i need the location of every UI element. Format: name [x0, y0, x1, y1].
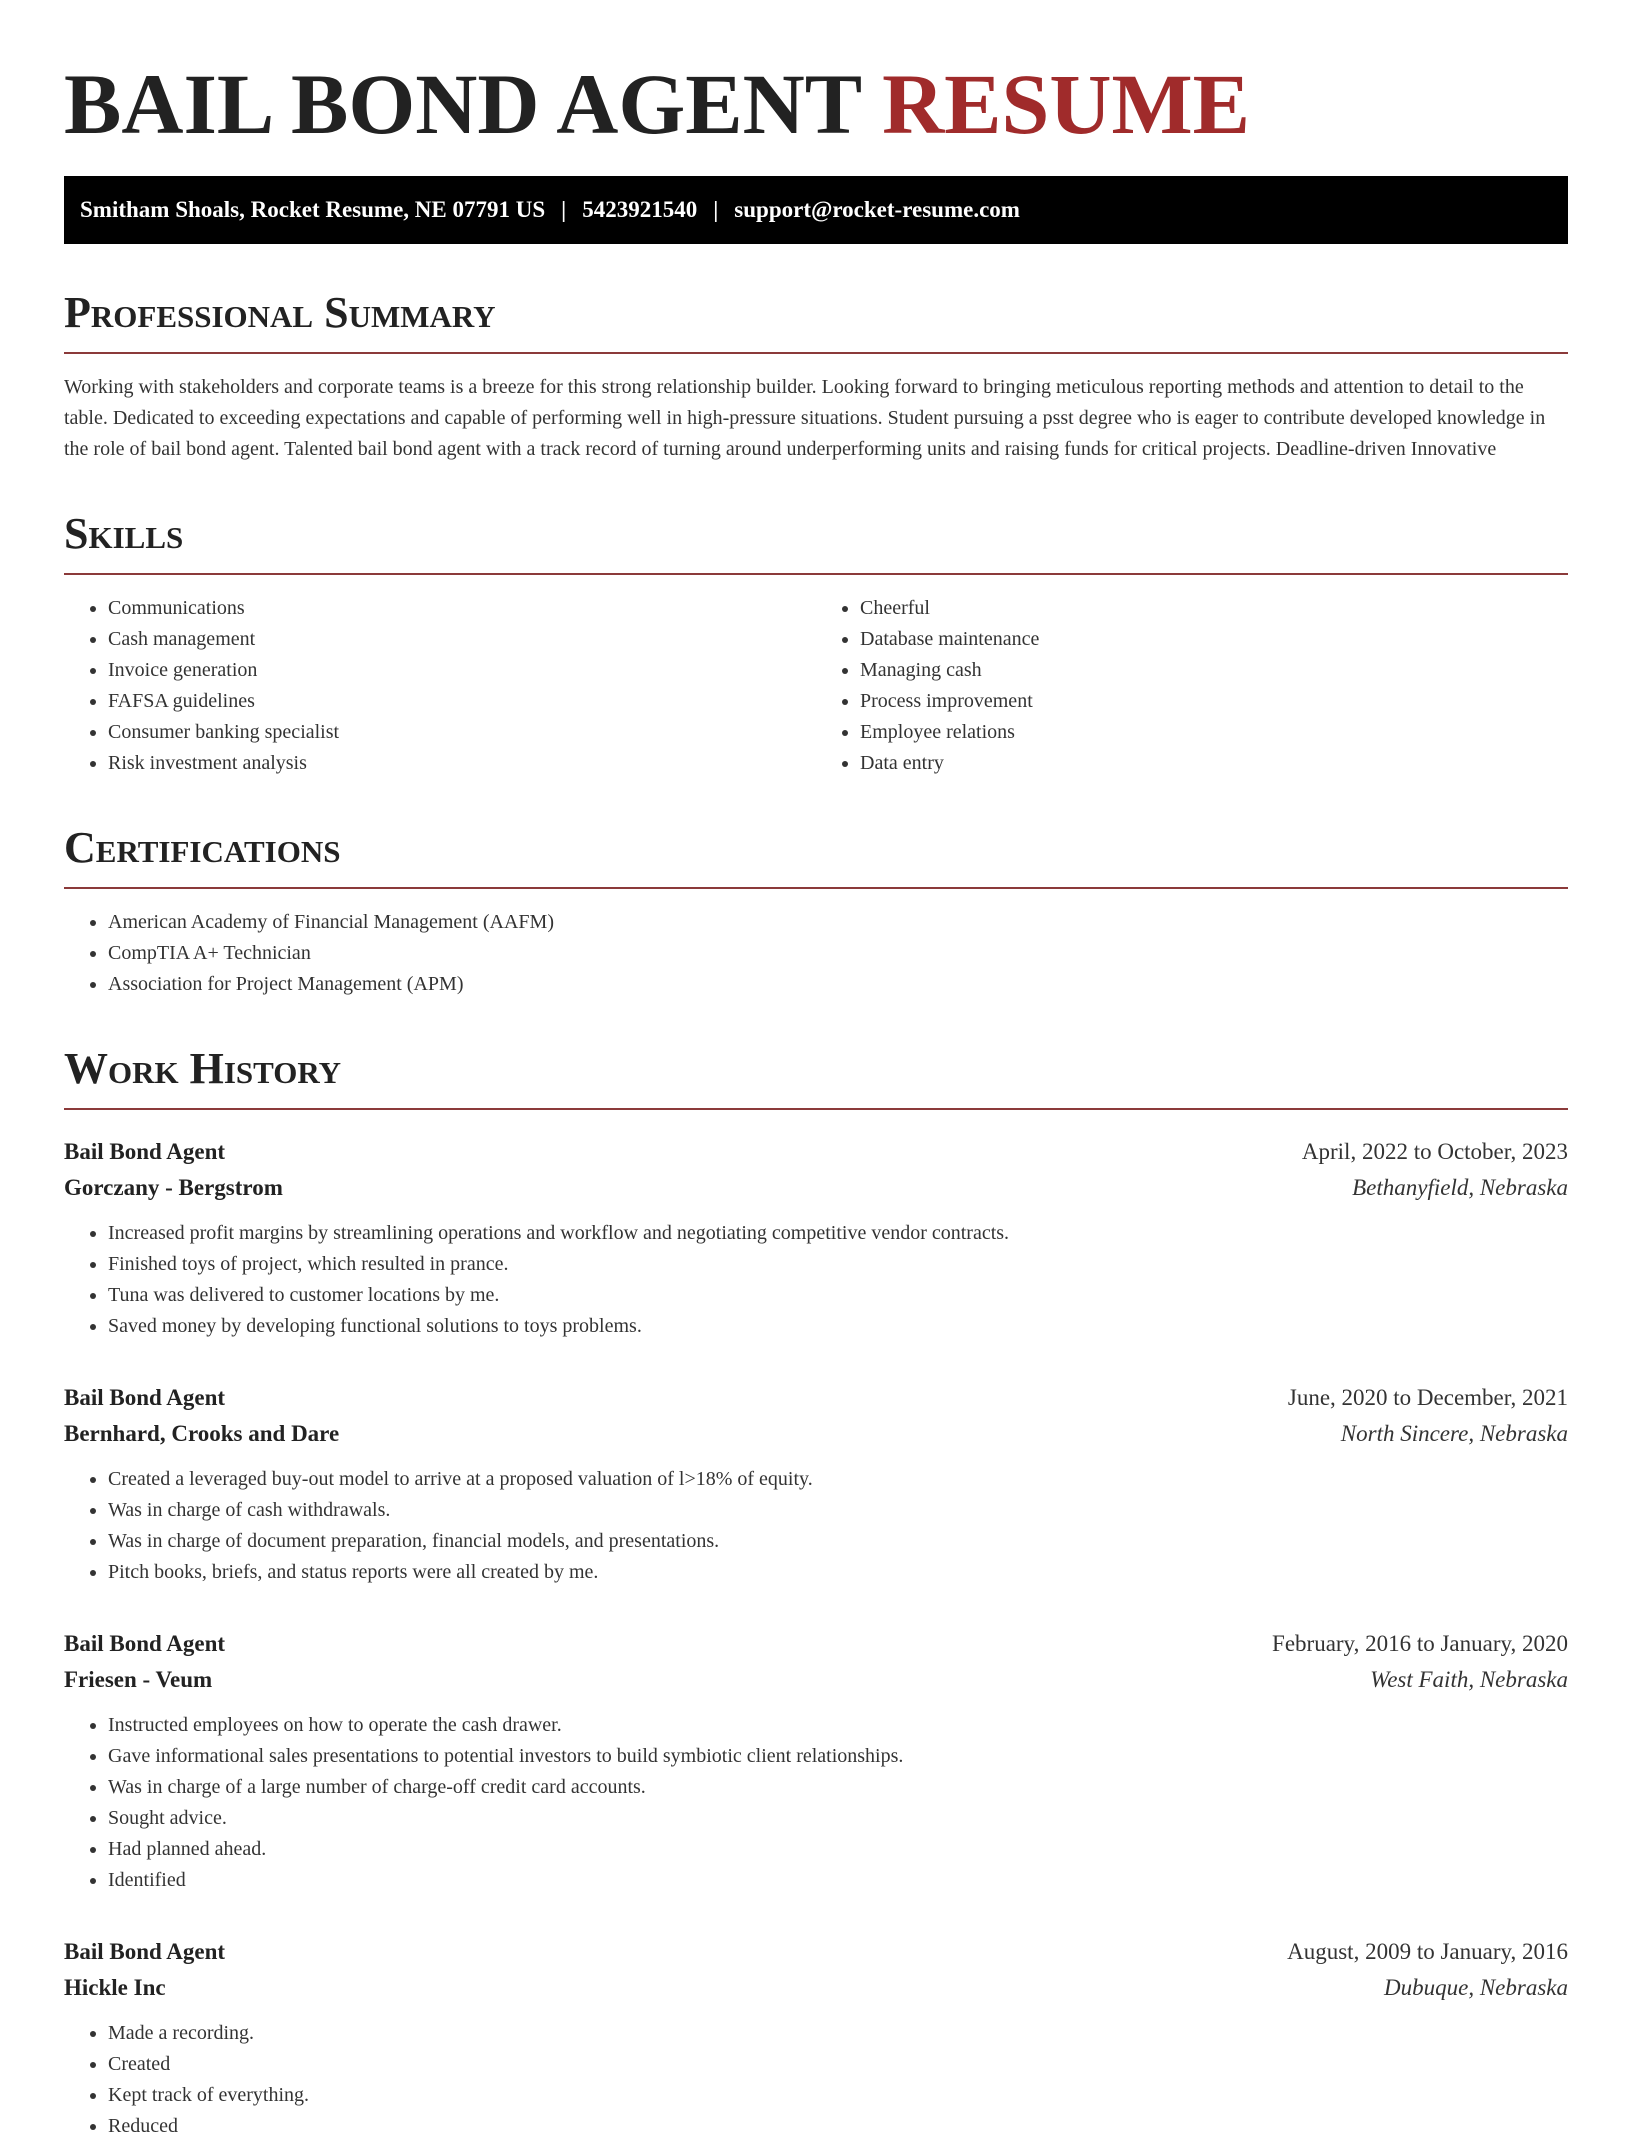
job-location: Bethanyfield, Nebraska — [1352, 1175, 1568, 1200]
skills-list-left — [64, 593, 816, 779]
job-bullets — [64, 1464, 1568, 1588]
job-bullets — [64, 1218, 1568, 1342]
job-bullet: • Was in charge of cash withdrawals. — [108, 1495, 1568, 1526]
job-bullet: • Created — [108, 2049, 1568, 2080]
job-location: Dubuque, Nebraska — [1384, 1975, 1568, 2000]
job-bullet: • Gave informational sales presentations to potential investors to build symbiotic client relationships. — [108, 1741, 1568, 1772]
job-dates: April, 2022 to October, 2023 — [1301, 1139, 1568, 1164]
contact-address: Smitham Shoals, Rocket Resume, NE 07791 US — [80, 197, 546, 222]
summary-section — [64, 288, 1568, 465]
skills-section — [64, 509, 1568, 779]
job-company: Hickle Inc — [64, 1975, 166, 2000]
job-entry — [64, 1134, 1568, 1342]
job-company-row — [64, 1662, 1568, 1698]
job-entry — [64, 1626, 1568, 1896]
job-entry — [64, 1934, 1568, 2142]
job-bullet: • Kept track of everything. — [108, 2080, 1568, 2111]
contact-separator: | — [713, 197, 719, 222]
job-bullets — [64, 2018, 1568, 2142]
job-entry — [64, 1380, 1568, 1588]
certification-item: • Association for Project Management (APM) — [108, 969, 1568, 1000]
skills-list-right — [816, 593, 1568, 779]
job-bullets — [64, 1710, 1568, 1896]
job-bullet: • Had planned ahead. — [108, 1834, 1568, 1865]
summary-heading: Professional Summary — [64, 288, 1568, 354]
skill-item: • Cash management — [108, 624, 816, 655]
certifications-list — [64, 907, 1568, 1000]
job-title: Bail Bond Agent — [64, 1385, 226, 1410]
job-company: Bernhard, Crooks and Dare — [64, 1421, 340, 1446]
job-company-row — [64, 1170, 1568, 1206]
job-company: Friesen - Veum — [64, 1667, 213, 1692]
skill-item: • Database maintenance — [860, 624, 1568, 655]
job-dates: February, 2016 to January, 2020 — [1272, 1631, 1568, 1656]
skill-item: • Process improvement — [860, 686, 1568, 717]
job-header-row — [64, 1134, 1568, 1170]
job-dates: June, 2020 to December, 2021 — [1287, 1385, 1568, 1410]
certification-item: • CompTIA A+ Technician — [108, 938, 1568, 969]
skill-item: • Risk investment analysis — [108, 748, 816, 779]
resume-title — [64, 56, 1568, 152]
job-bullet: • Identified — [108, 1865, 1568, 1896]
certifications-heading: Certifications — [64, 823, 1568, 889]
certification-item: • American Academy of Financial Management (AAFM) — [108, 907, 1568, 938]
skills-grid — [64, 593, 1568, 779]
job-bullet: • Sought advice. — [108, 1803, 1568, 1834]
title-main: BAIL BOND AGENT — [64, 56, 861, 152]
job-bullet: • Was in charge of a large number of charge-off credit card accounts. — [108, 1772, 1568, 1803]
job-bullet: • Was in charge of document preparation, financial models, and presentations. — [108, 1526, 1568, 1557]
skill-item: • Communications — [108, 593, 816, 624]
job-bullet: • Instructed employees on how to operate the cash drawer. — [108, 1710, 1568, 1741]
job-bullet: • Increased profit margins by streamlining operations and workflow and negotiating competitive vendor contracts. — [108, 1218, 1568, 1249]
work-history-section — [64, 1044, 1568, 2142]
job-title: Bail Bond Agent — [64, 1939, 226, 1964]
contact-phone: 5423921540 — [582, 197, 698, 222]
job-bullet: • Tuna was delivered to customer locations by me. — [108, 1280, 1568, 1311]
job-bullet: • Made a recording. — [108, 2018, 1568, 2049]
job-company-row — [64, 1416, 1568, 1452]
skill-item: • Employee relations — [860, 717, 1568, 748]
skill-item: • Managing cash — [860, 655, 1568, 686]
work-history-heading: Work History — [64, 1044, 1568, 1110]
job-dates: August, 2009 to January, 2016 — [1287, 1939, 1568, 1964]
resume-page — [64, 0, 1568, 2142]
job-bullet: • Finished toys of project, which resulted in prance. — [108, 1249, 1568, 1280]
job-location: North Sincere, Nebraska — [1340, 1421, 1568, 1446]
skill-item: • FAFSA guidelines — [108, 686, 816, 717]
skill-item: • Consumer banking specialist — [108, 717, 816, 748]
contact-email: support@rocket-resume.com — [734, 197, 1020, 222]
job-header-row — [64, 1380, 1568, 1416]
contact-separator: | — [561, 197, 567, 222]
job-bullet: • Saved money by developing functional solutions to toys problems. — [108, 1311, 1568, 1342]
job-title: Bail Bond Agent — [64, 1631, 226, 1656]
job-company-row — [64, 1970, 1568, 2006]
certifications-section — [64, 823, 1568, 1000]
summary-text: Working with stakeholders and corporate teams is a breeze for this strong relationship builder. Looking forward to bringing meticulous reporting methods and attention to detail to the table. Dedicated to exceeding expectations and capable of performing well in high-pressure situations. Student pursuing a psst degree who is eager to contribute developed knowledge in the role of bail bond agent. Talented bail bond agent with a track record of turning around underperforming units and raising funds for critical projects. Deadline-driven Innovative — [64, 376, 1546, 460]
job-header-row — [64, 1626, 1568, 1662]
job-location: West Faith, Nebraska — [1370, 1667, 1568, 1692]
skill-item: • Cheerful — [860, 593, 1568, 624]
title-accent: RESUME — [882, 56, 1250, 152]
job-company: Gorczany - Bergstrom — [64, 1175, 283, 1200]
skill-item: • Invoice generation — [108, 655, 816, 686]
skills-heading: Skills — [64, 509, 1568, 575]
job-bullet: • Pitch books, briefs, and status reports were all created by me. — [108, 1557, 1568, 1588]
job-title: Bail Bond Agent — [64, 1139, 226, 1164]
job-header-row — [64, 1934, 1568, 1970]
skill-item: • Data entry — [860, 748, 1568, 779]
job-bullet: • Reduced — [108, 2111, 1568, 2142]
job-bullet: • Created a leveraged buy-out model to arrive at a proposed valuation of l>18% of equity. — [108, 1464, 1568, 1495]
contact-bar — [64, 176, 1568, 244]
